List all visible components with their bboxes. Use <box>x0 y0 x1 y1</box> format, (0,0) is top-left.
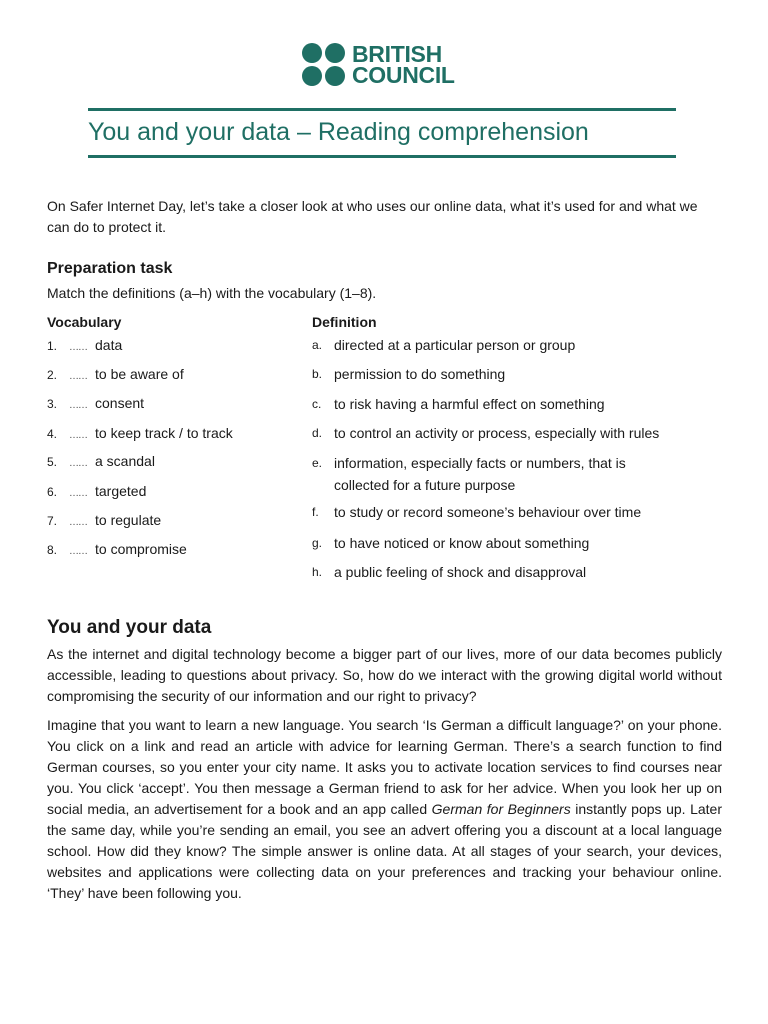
vocab-item: 2. …… to be aware of <box>47 363 297 388</box>
book-title: German for Beginners <box>431 801 571 817</box>
definition-item: h. a public feeling of shock and disapproval <box>312 564 587 580</box>
definition-item: e. information, especially facts or numbers, that is collected for a future purpose <box>312 455 626 493</box>
logo-dots-icon <box>302 43 345 86</box>
logo-line-2: COUNCIL <box>352 61 455 88</box>
definition-item: f. to study or record someone’s behaviour over time <box>312 504 642 520</box>
answer-blank[interactable]: …… <box>69 458 87 469</box>
vocab-item: 6. …… targeted <box>47 480 297 505</box>
definition-item: g. to have noticed or know about something <box>312 535 590 551</box>
answer-blank[interactable]: …… <box>69 546 87 557</box>
article-heading: You and your data <box>47 617 212 638</box>
vocab-item: 8. …… to compromise <box>47 538 297 563</box>
article-paragraph-2: Imagine that you want to learn a new language. You search ‘Is German a difficult language?’ on your phone. You click on a link and read an article with advice for learning German. There’s a search function to find German courses, so you enter your city name. It asks you to activate location services to find courses near you. You click ‘accept’. You then message a German friend to ask for her advice. When you look her up on social media, an advertisement for a book and an app called German for Beginners instantly pops up. Later the same day, while you’re sending an email, you see an advert offering you a discount at a local language school. How did they know? The simple answer is online data. At all stages of your search, your devices, websites and applications were collecting data on your preferences and tracking your behaviour online. ‘They’ have been following you. <box>47 717 722 901</box>
preparation-instruction: Match the definitions (a–h) with the vocabulary (1–8). <box>47 285 377 301</box>
answer-blank[interactable]: …… <box>69 488 87 499</box>
vocab-item: 3. …… consent <box>47 392 297 417</box>
article-paragraph-1: As the internet and digital technology become a bigger part of our lives, more of our data becomes publicly accessible, leading to questions about privacy. So, how do we interact with the growing digital world without compromising the security of our information and our right to privacy? <box>47 646 722 704</box>
title-rule-top <box>88 108 676 111</box>
definition-item: d. to control an activity or process, especially with rules <box>312 425 660 441</box>
logo-line-1: BRITISH <box>352 40 442 67</box>
vocab-item: 7. …… to regulate <box>47 509 297 534</box>
vocab-item: 5. …… a scandal <box>47 450 297 475</box>
page-title: You and your data – Reading comprehension <box>88 118 589 146</box>
definition-item: c. to risk having a harmful effect on something <box>312 396 605 412</box>
title-rule-bottom <box>88 155 676 158</box>
answer-blank[interactable]: …… <box>69 371 87 382</box>
preparation-heading: Preparation task <box>47 260 173 277</box>
vocabulary-column-header: Vocabulary <box>47 314 122 330</box>
answer-blank[interactable]: …… <box>69 400 87 411</box>
vocab-item: 4. …… to keep track / to track <box>47 422 297 447</box>
intro-paragraph: On Safer Internet Day, let’s take a closer look at who uses our online data, what it’s used for and what we can do to protect it. <box>47 198 698 235</box>
answer-blank[interactable]: …… <box>69 430 87 441</box>
vocab-item: 1. …… data <box>47 334 297 359</box>
british-council-logo <box>302 40 455 88</box>
logo-wordmark <box>352 40 455 88</box>
definition-item: b. permission to do something <box>312 366 506 382</box>
definition-item: a. directed at a particular person or group <box>312 337 576 353</box>
answer-blank[interactable]: …… <box>69 342 87 353</box>
definition-column-header: Definition <box>312 314 377 330</box>
answer-blank[interactable]: …… <box>69 517 87 528</box>
